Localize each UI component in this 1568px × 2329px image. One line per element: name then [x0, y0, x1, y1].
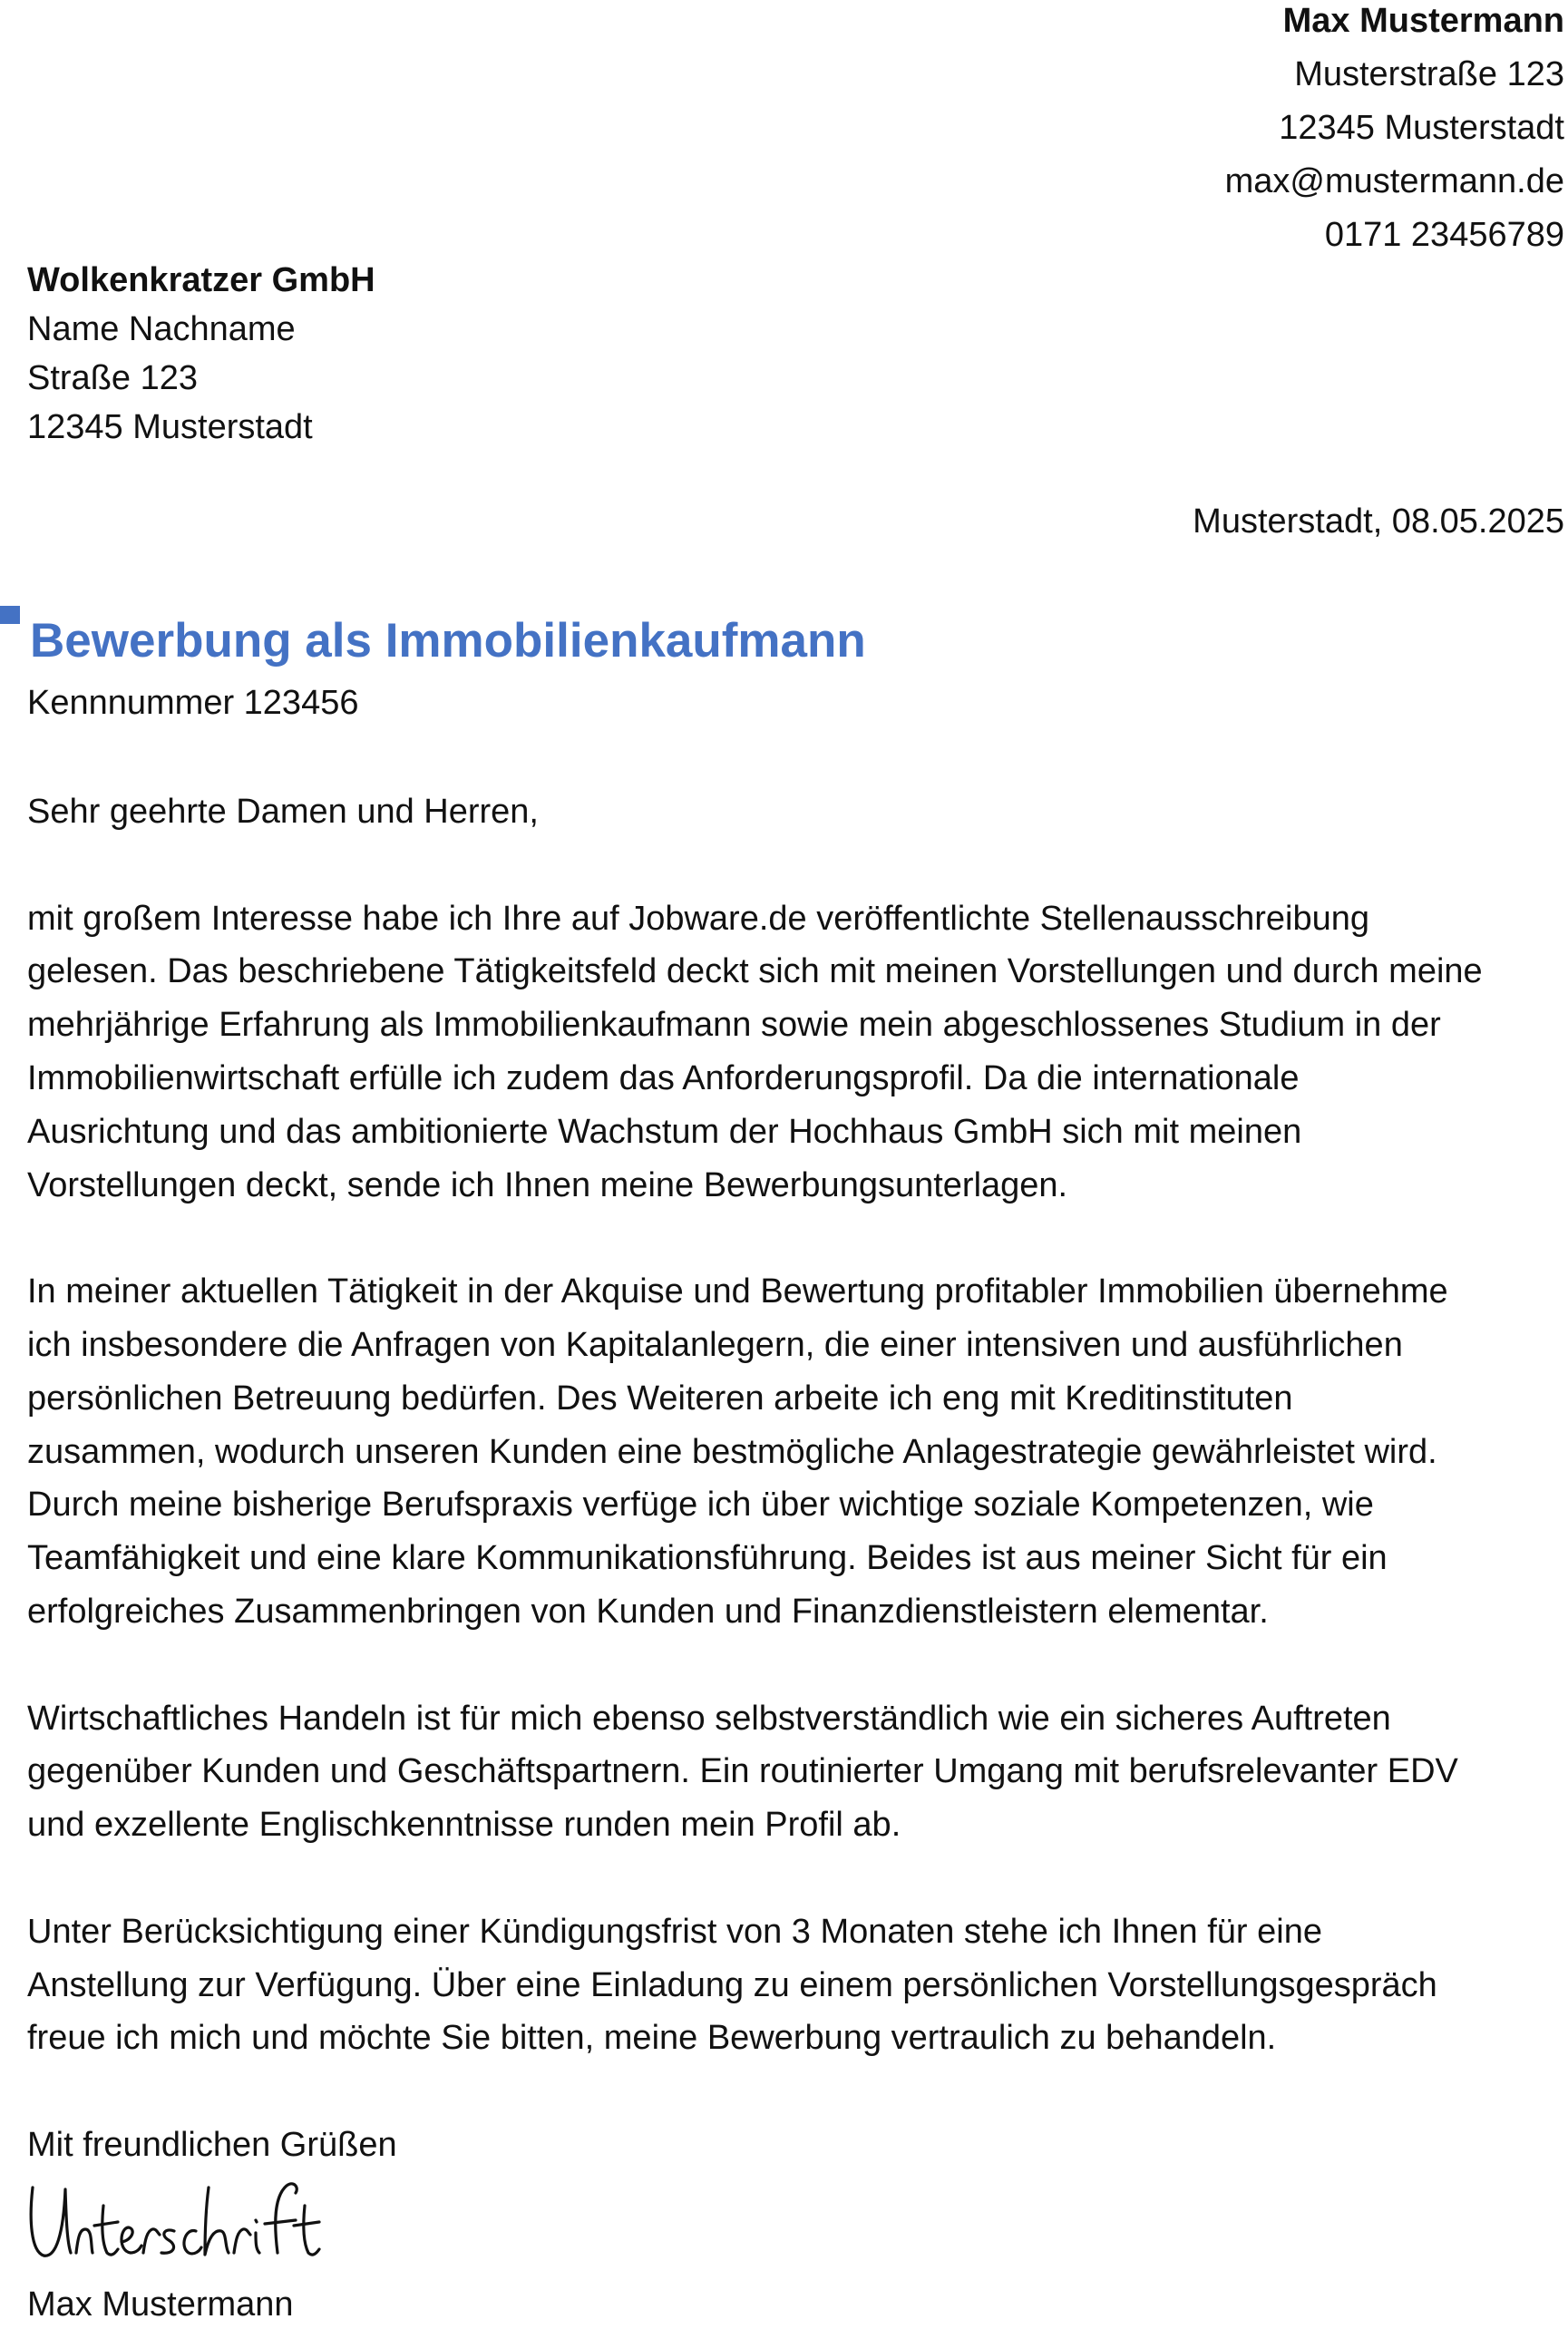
- letter-body: [27, 785, 1567, 2119]
- sender-email: max@mustermann.de: [1224, 162, 1564, 200]
- body-paragraph-1: mit großem Interesse habe ich Ihre auf Jobware.de veröffentlichte Stellenausschreibung gelesen. Das beschriebene Tätigkeitsfeld deckt sich mit meinen Vorstellungen und durch meine mehrjährige Erfahrung als Immobilienkaufmann sowie mein abgeschlossenes Studium in der Immobilienwirtschaft erfülle ich zudem das Anforderungsprofil. Da die internationale Ausrichtung und das ambitionierte Wachstum der Hochhaus GmbH sich mit meinen Vorstellungen deckt, sende ich Ihnen meine Bewerbungsunterlagen.: [27, 899, 1483, 1204]
- letter-date: Musterstadt, 08.05.2025: [1193, 502, 1564, 541]
- sender-phone: 0171 23456789: [1324, 216, 1564, 254]
- body-paragraph-4: Unter Berücksichtigung einer Kündigungsfrist von 3 Monaten stehe ich Ihnen für eine Anstellung zur Verfügung. Über eine Einladung zu einem persönlichen Vorstellungsgespräch freue ich mich und möchte Sie bitten, meine Bewerbung vertraulich zu behandeln.: [27, 1912, 1437, 2058]
- reference-number: Kennnummer 123456: [27, 684, 359, 722]
- recipient-company: Wolkenkratzer GmbH: [27, 261, 375, 299]
- body-paragraph-2: In meiner aktuellen Tätigkeit in der Akquise und Bewertung profitabler Immobilien übernehme ich insbesondere die Anfragen von Kapitalanlegern, die einer intensiven und ausführlichen persönlichen Betreuung bedürfen. Des Weiteren arbeite ich eng mit Kreditinstituten zusammen, wodurch unseren Kunden eine bestmögliche Anlagestrategie gewährleistet wird. Durch meine bisherige Berufspraxis verfüge ich über wichtige soziale Kompetenzen, wie Teamfähigkeit und eine klare Kommunikationsführung. Beides ist aus meiner Sicht für ein erfolgreiches Zusammenbringen von Kunden und Finanzdienstleistern elementar.: [27, 1272, 1448, 1631]
- sender-address-block: [1225, 0, 1564, 262]
- handwritten-signature: [24, 2169, 323, 2269]
- signer-name: Max Mustermann: [27, 2285, 294, 2324]
- letter-subject: Bewerbung als Immobilienkaufmann: [30, 614, 866, 668]
- body-paragraph-3: Wirtschaftliches Handeln ist für mich ebenso selbstverständlich wie ein sicheres Auftreten gegenüber Kunden und Geschäftspartnern. Ein routinierter Umgang mit berufsrelevanter EDV und exzellente Englischkenntnisse runden mein Profil ab.: [27, 1699, 1458, 1845]
- sender-street: Musterstraße 123: [1294, 55, 1564, 93]
- salutation: Sehr geehrte Damen und Herren,: [27, 793, 539, 831]
- subject-marker: [0, 606, 20, 624]
- sender-city: 12345 Musterstadt: [1279, 109, 1564, 147]
- recipient-street: Straße 123: [27, 359, 198, 397]
- closing-phrase: Mit freundlichen Grüßen: [27, 2126, 397, 2164]
- recipient-city: 12345 Musterstadt: [27, 408, 313, 446]
- recipient-address: [27, 256, 375, 452]
- recipient-contact: Name Nachname: [27, 310, 296, 348]
- sender-name: Max Mustermann: [1282, 2, 1564, 40]
